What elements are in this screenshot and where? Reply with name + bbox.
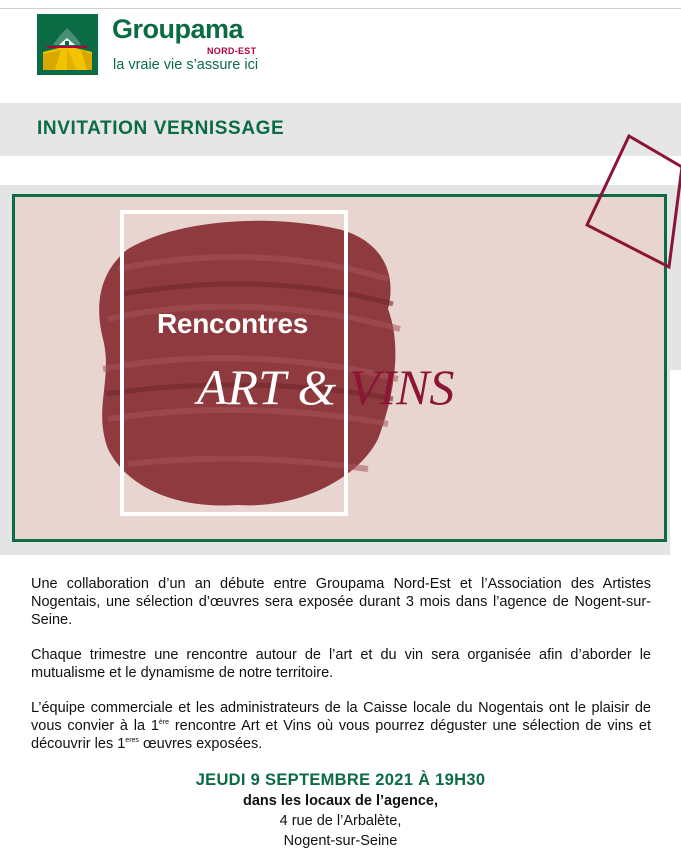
purpose-paragraph: Chaque trimestre une rencontre autour de l’art et du vin sera organisée afin d’aborder le mutualisme et le dynamisme de notre territoire. <box>31 647 651 681</box>
hero-heading: Rencontres <box>157 308 309 339</box>
invitation-text-a: L’équipe commerciale et les administrateurs de la Caisse locale du Nogentais ont le plaisir de vous convier à la 1 <box>31 700 651 734</box>
brand-region: NORD-EST <box>207 46 257 56</box>
event-address: 4 rue de l’Arbalète, <box>279 813 402 829</box>
top-divider <box>0 8 681 9</box>
diamond-outline-graphic <box>585 133 681 273</box>
invitation-text-c: œuvres exposées. <box>138 736 263 752</box>
intro-paragraph: Une collaboration d’un an débute entre Groupama Nord-Est et l’Association des Artistes Nogentais, une sélection d’œuvres sera exposée durant 3 mois dans l’agence de Nogent-sur-Seine. <box>31 576 651 628</box>
brand-tagline: la vraie vie s’assure ici <box>113 57 259 73</box>
hero-subheading-vins: VINS <box>348 359 455 415</box>
page-title: INVITATION VERNISSAGE <box>37 118 285 139</box>
invitation-sup-2: eres <box>125 737 139 745</box>
event-city: Nogent-sur-Seine <box>283 833 398 849</box>
hero-subheading-art: ART & <box>197 359 349 415</box>
invitation-text-b: rencontre Art et Vins où vous pourrez déguster une sélection de vins et découvrir les 1 <box>31 718 652 752</box>
event-place-intro: dans les locaux de l’agence, <box>242 793 439 809</box>
hero-subheading <box>197 358 454 416</box>
groupama-logo-icon <box>37 14 98 75</box>
invitation-sup-1: ère <box>158 719 170 727</box>
hero-edge <box>670 370 681 555</box>
event-date: JEUDI 9 SEPTEMBRE 2021 À 19H30 <box>195 771 486 789</box>
invitation-paragraph <box>31 699 651 753</box>
brand-name: Groupama <box>112 14 244 44</box>
